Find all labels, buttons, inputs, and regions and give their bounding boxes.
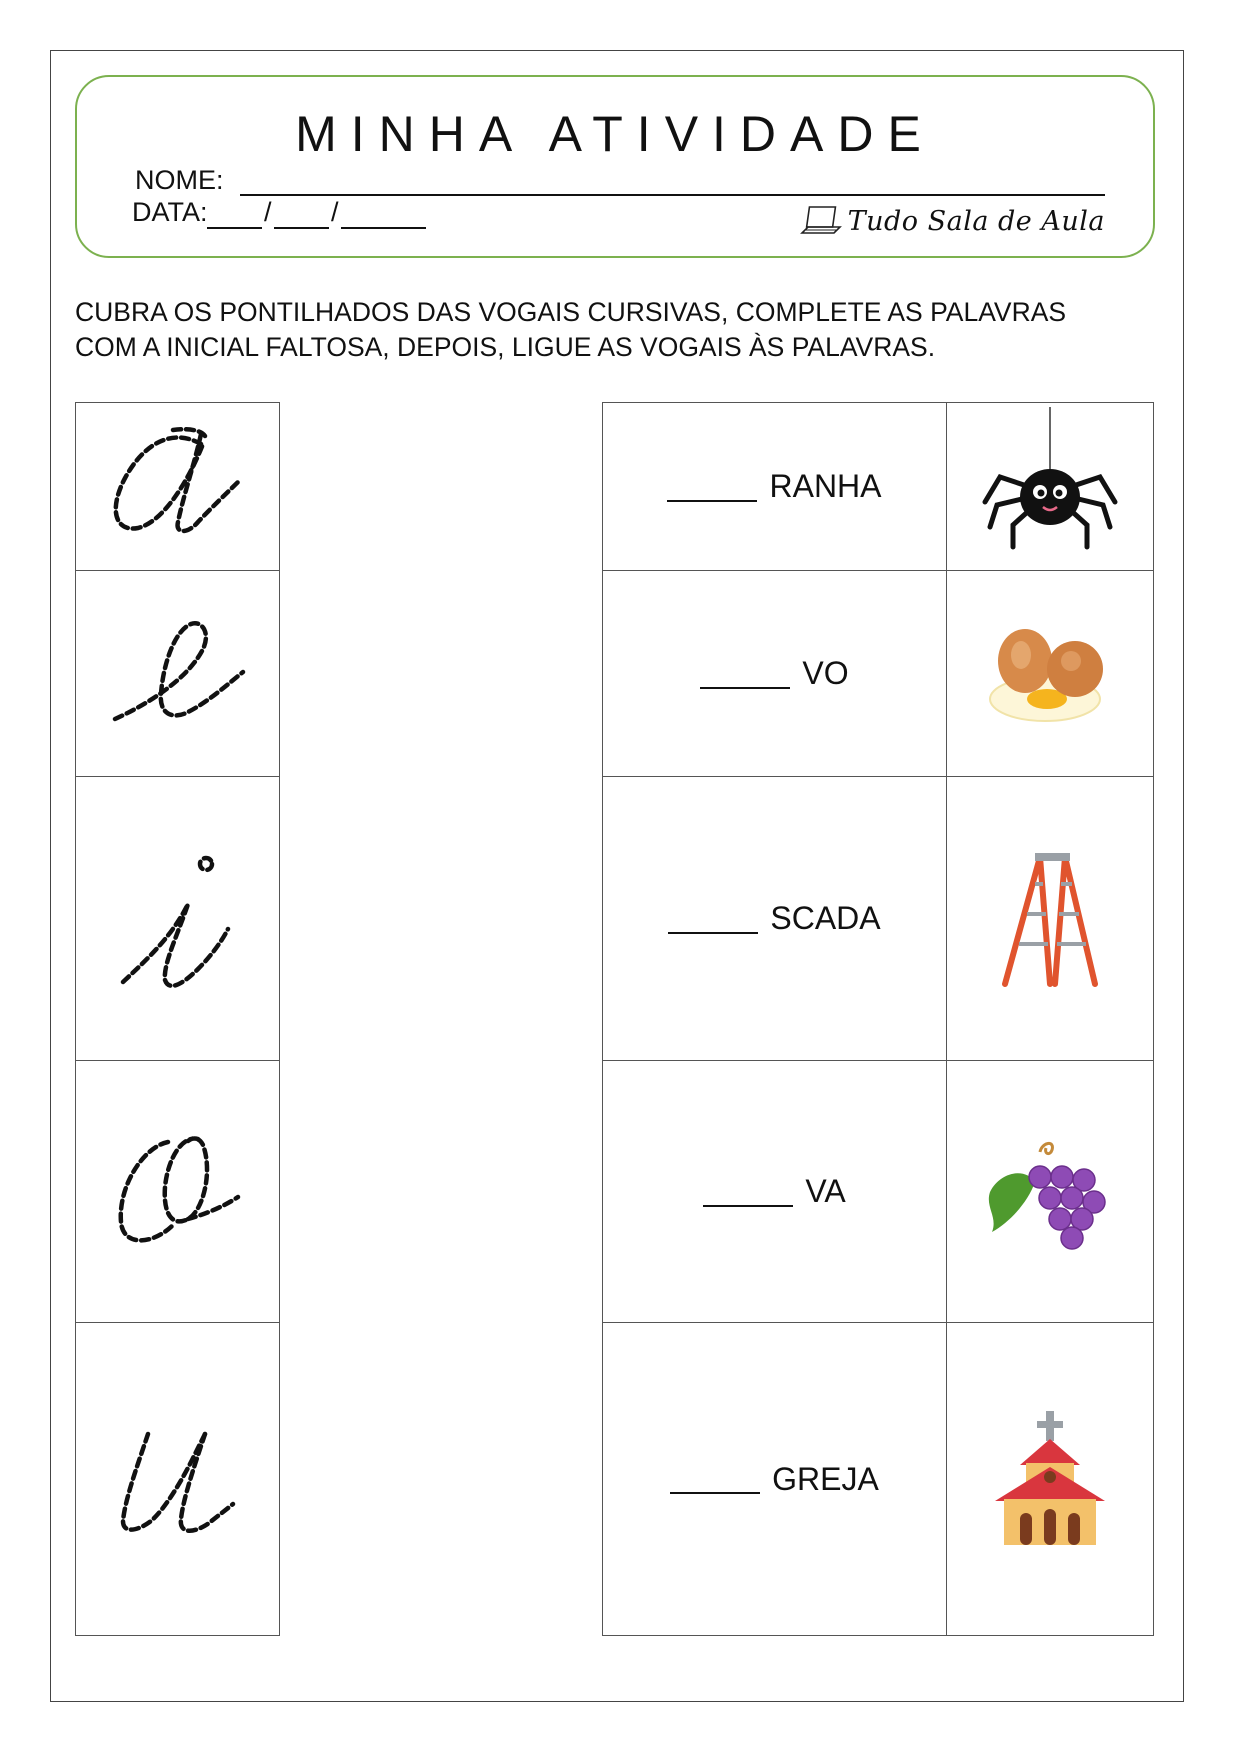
cursive-e-dotted-icon (103, 614, 253, 734)
vowel-cell-a[interactable] (76, 403, 279, 571)
brand-text: Tudo Sala de Aula (847, 206, 1105, 237)
instructions-line-1: CUBRA OS PONTILHADOS DAS VOGAIS CURSIVAS, COMPLETE AS PALAVRAS (75, 297, 1067, 327)
word-text: VA (805, 1173, 846, 1209)
word-row (603, 1323, 1153, 1635)
name-label: NOME: (135, 165, 224, 195)
picture-cell (947, 403, 1153, 570)
vowel-cell-i[interactable] (76, 777, 279, 1061)
word-cell[interactable] (603, 1323, 947, 1635)
laptop-icon (800, 203, 842, 237)
date-slash: / (331, 197, 339, 227)
church-icon (990, 1409, 1110, 1549)
date-slash: / (264, 197, 272, 227)
word-cell[interactable] (603, 777, 947, 1060)
brand-logo (800, 203, 1105, 237)
vowel-cell-e[interactable] (76, 571, 279, 777)
word-text: GREJA (772, 1460, 879, 1497)
vowel-grid (75, 402, 280, 1636)
words-grid (602, 402, 1154, 1636)
word-text: SCADA (770, 900, 881, 936)
cursive-i-dotted-icon (103, 844, 253, 994)
picture-cell (947, 1061, 1153, 1322)
page-title: MINHA ATIVIDADE (295, 106, 935, 162)
grapes-icon (980, 1132, 1120, 1252)
cursive-o-dotted-icon (103, 1127, 253, 1257)
spider-icon (975, 407, 1125, 567)
word-row (603, 1061, 1153, 1323)
cursive-u-dotted-icon (103, 1409, 253, 1549)
word-text: RANHA (769, 468, 882, 504)
blank-line[interactable] (667, 472, 757, 502)
picture-cell (947, 1323, 1153, 1635)
date-month-field[interactable] (274, 227, 329, 229)
word-cell[interactable] (603, 403, 947, 570)
eggs-icon (985, 619, 1115, 729)
picture-cell (947, 571, 1153, 776)
date-year-field[interactable] (341, 227, 426, 229)
blank-line[interactable] (670, 1464, 760, 1494)
cursive-a-dotted-icon (103, 422, 253, 552)
blank-line[interactable] (668, 904, 758, 934)
date-label: DATA: (132, 197, 208, 227)
instructions-line-2: COM A INICIAL FALTOSA, DEPOIS, LIGUE AS VOGAIS ÀS PALAVRAS. (75, 332, 936, 362)
date-day-field[interactable] (207, 227, 262, 229)
word-row (603, 777, 1153, 1061)
vowel-cell-o[interactable] (76, 1061, 279, 1323)
word-row (603, 571, 1153, 777)
name-field[interactable] (240, 194, 1105, 196)
header-box (75, 75, 1155, 258)
instructions (75, 295, 1185, 365)
word-text: VO (802, 655, 849, 691)
word-cell[interactable] (603, 571, 947, 776)
word-row (603, 403, 1153, 571)
ladder-icon (995, 849, 1105, 989)
vowel-cell-u[interactable] (76, 1323, 279, 1635)
word-cell[interactable] (603, 1061, 947, 1322)
blank-line[interactable] (703, 1177, 793, 1207)
picture-cell (947, 777, 1153, 1060)
blank-line[interactable] (700, 659, 790, 689)
